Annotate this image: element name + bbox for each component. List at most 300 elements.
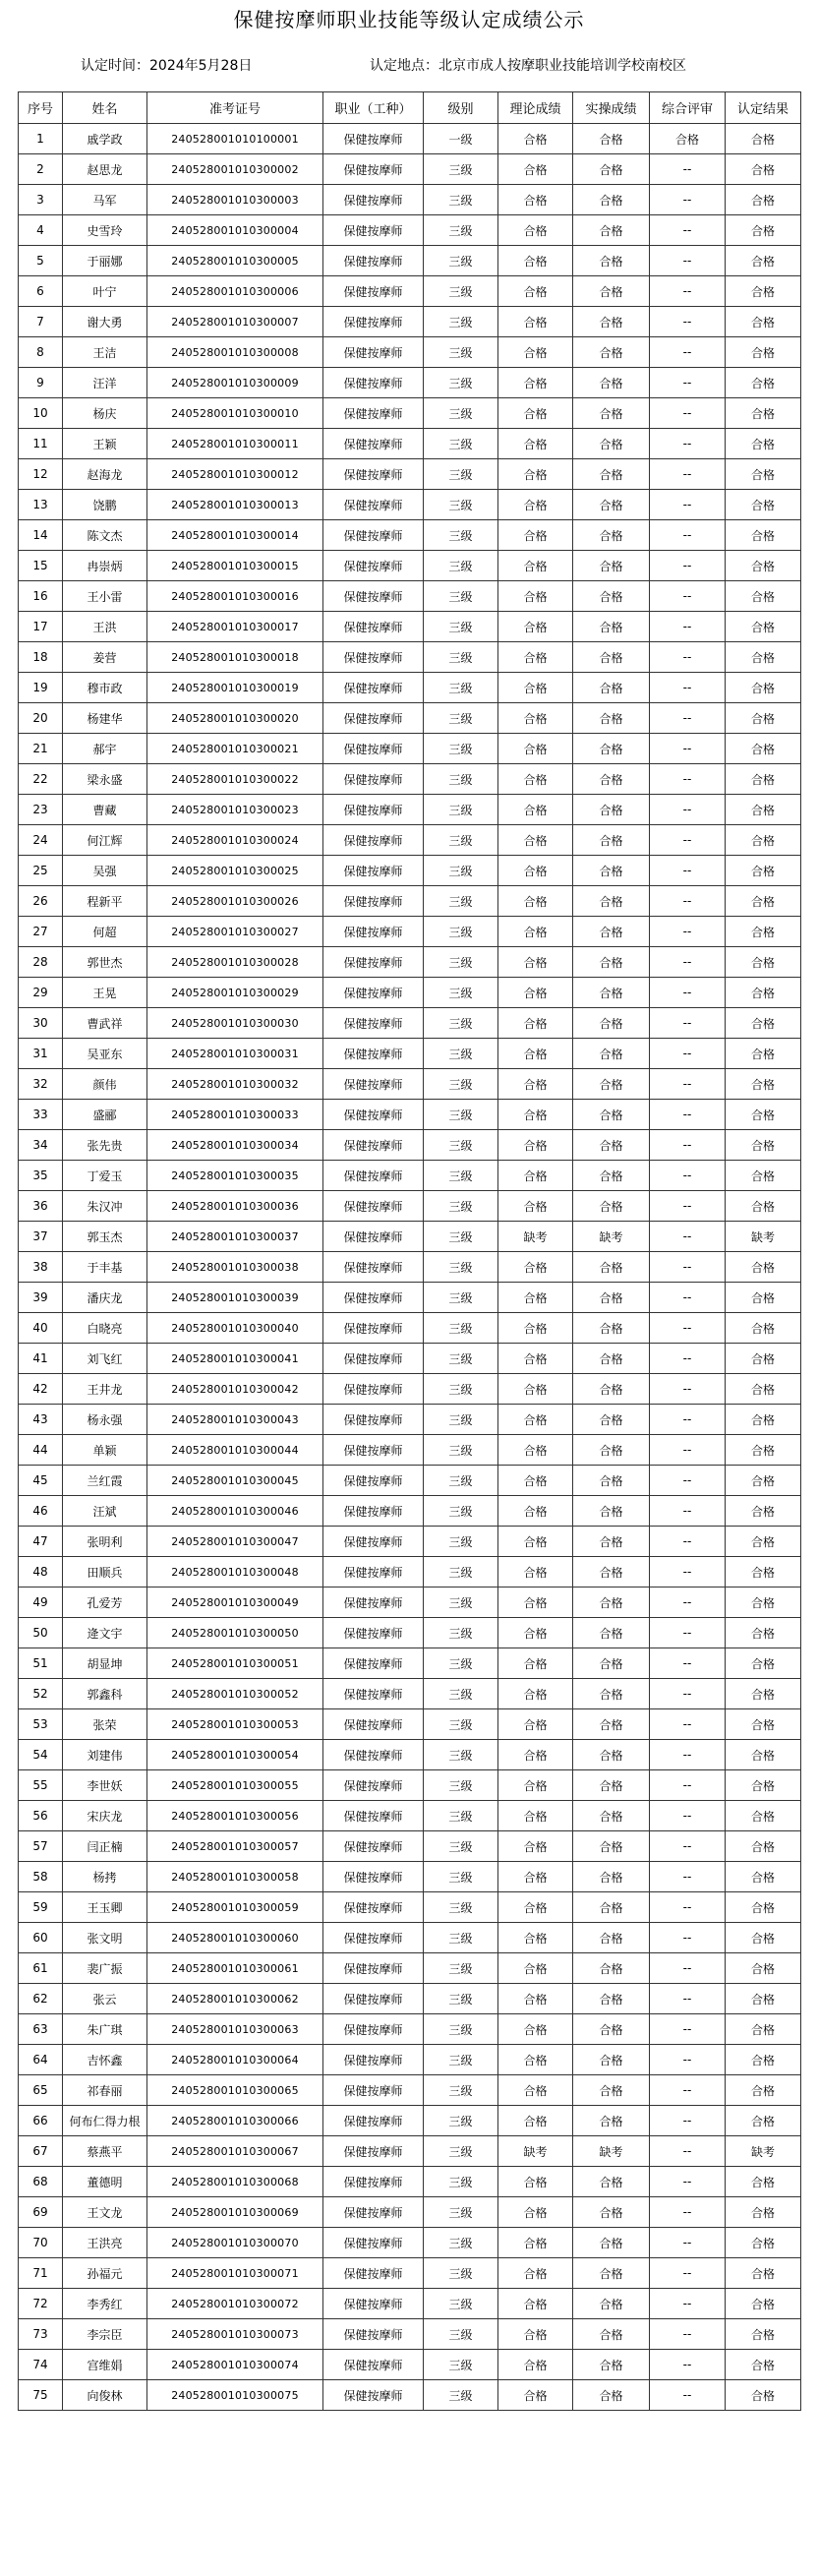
table-row [19,368,801,398]
cell-name: 王井龙 [63,1374,147,1405]
cell-level: 三级 [424,1923,498,1953]
cell-index: 39 [19,1283,63,1313]
cell-occupation: 保健按摩师 [323,2350,424,2380]
cell-theory-score: 合格 [498,581,573,612]
cell-theory-score: 合格 [498,337,573,368]
cell-ticket-number: 240528001010300030 [147,1008,323,1039]
cell-occupation: 保健按摩师 [323,825,424,856]
cell-ticket-number: 240528001010300070 [147,2228,323,2258]
table-row [19,490,801,520]
cell-index: 10 [19,398,63,429]
cell-level: 三级 [424,459,498,490]
cell-name: 郝宇 [63,734,147,764]
cell-result: 合格 [726,856,801,886]
cell-result: 合格 [726,1191,801,1222]
cell-ticket-number: 240528001010300067 [147,2136,323,2167]
cell-name: 孔爱芳 [63,1588,147,1618]
cell-occupation: 保健按摩师 [323,2319,424,2350]
cell-level: 三级 [424,1770,498,1801]
cell-occupation: 保健按摩师 [323,1831,424,1862]
table-row [19,2167,801,2197]
cell-name: 姜营 [63,642,147,673]
table-row [19,1527,801,1557]
cell-theory-score: 合格 [498,703,573,734]
cell-practical-score: 合格 [573,154,650,185]
cell-ticket-number: 240528001010300054 [147,1740,323,1770]
cell-result: 合格 [726,1405,801,1435]
cell-name: 宫维娟 [63,2350,147,2380]
cell-index: 57 [19,1831,63,1862]
cell-practical-score: 合格 [573,1557,650,1588]
cell-level: 三级 [424,1679,498,1709]
cell-occupation: 保健按摩师 [323,1283,424,1313]
cell-ticket-number: 240528001010300044 [147,1435,323,1466]
cell-level: 三级 [424,886,498,917]
cell-occupation: 保健按摩师 [323,276,424,307]
cell-result: 合格 [726,459,801,490]
cell-index: 25 [19,856,63,886]
cell-level: 三级 [424,398,498,429]
cell-name: 王颖 [63,429,147,459]
cell-comprehensive-review: -- [650,2045,726,2075]
table-row [19,429,801,459]
cell-occupation: 保健按摩师 [323,581,424,612]
cell-occupation: 保健按摩师 [323,1100,424,1130]
table-row [19,1557,801,1588]
cell-practical-score: 合格 [573,1008,650,1039]
cell-ticket-number: 240528001010300031 [147,1039,323,1069]
cell-name: 吴强 [63,856,147,886]
cell-index: 18 [19,642,63,673]
cell-comprehensive-review: -- [650,1953,726,1984]
cell-level: 三级 [424,1831,498,1862]
cell-theory-score: 合格 [498,2319,573,2350]
cell-ticket-number: 240528001010300063 [147,2014,323,2045]
cell-index: 71 [19,2258,63,2289]
cell-practical-score: 合格 [573,1892,650,1923]
cell-index: 75 [19,2380,63,2411]
cell-occupation: 保健按摩师 [323,856,424,886]
cell-level: 三级 [424,2167,498,2197]
cell-level: 三级 [424,2350,498,2380]
cell-level: 三级 [424,1984,498,2014]
cell-level: 三级 [424,1222,498,1252]
cell-name: 戚学政 [63,124,147,154]
cell-result: 合格 [726,337,801,368]
cell-index: 40 [19,1313,63,1344]
cell-level: 三级 [424,2289,498,2319]
cell-index: 41 [19,1344,63,1374]
cell-occupation: 保健按摩师 [323,1374,424,1405]
cell-ticket-number: 240528001010300038 [147,1252,323,1283]
cell-comprehensive-review: -- [650,1496,726,1527]
cell-theory-score: 合格 [498,1069,573,1100]
cell-theory-score: 合格 [498,2014,573,2045]
table-row [19,185,801,215]
cell-theory-score: 合格 [498,2075,573,2106]
cell-level: 三级 [424,1527,498,1557]
cell-theory-score: 合格 [498,642,573,673]
cell-level: 三级 [424,368,498,398]
cell-ticket-number: 240528001010300046 [147,1496,323,1527]
cell-index: 9 [19,368,63,398]
cell-ticket-number: 240528001010300007 [147,307,323,337]
cell-occupation: 保健按摩师 [323,2106,424,2136]
cell-result: 合格 [726,490,801,520]
cell-level: 三级 [424,185,498,215]
cell-practical-score: 合格 [573,215,650,246]
header-index: 序号 [19,92,63,124]
header-name: 姓名 [63,92,147,124]
cell-occupation: 保健按摩师 [323,215,424,246]
cell-occupation: 保健按摩师 [323,246,424,276]
cell-name: 张荣 [63,1709,147,1740]
cell-comprehensive-review: -- [650,886,726,917]
cell-occupation: 保健按摩师 [323,1496,424,1527]
cell-comprehensive-review: -- [650,1130,726,1161]
cell-index: 12 [19,459,63,490]
cell-result: 合格 [726,1039,801,1069]
cell-result: 合格 [726,2167,801,2197]
cell-level: 三级 [424,246,498,276]
cell-occupation: 保健按摩师 [323,1740,424,1770]
cell-practical-score: 合格 [573,1191,650,1222]
cell-index: 30 [19,1008,63,1039]
cell-ticket-number: 240528001010300059 [147,1892,323,1923]
cell-result: 合格 [726,1709,801,1740]
cell-result: 合格 [726,1435,801,1466]
cell-result: 合格 [726,185,801,215]
cell-practical-score: 合格 [573,1069,650,1100]
table-row [19,2045,801,2075]
cell-result: 合格 [726,429,801,459]
table-row [19,947,801,978]
table-row [19,1069,801,1100]
cell-name: 于丰基 [63,1252,147,1283]
cell-level: 三级 [424,2319,498,2350]
table-row [19,978,801,1008]
cell-theory-score: 合格 [498,1466,573,1496]
cell-occupation: 保健按摩师 [323,124,424,154]
cell-ticket-number: 240528001010300003 [147,185,323,215]
cell-ticket-number: 240528001010300006 [147,276,323,307]
cell-theory-score: 缺考 [498,1222,573,1252]
cell-occupation: 保健按摩师 [323,459,424,490]
cell-ticket-number: 240528001010300021 [147,734,323,764]
cell-practical-score: 合格 [573,398,650,429]
cell-ticket-number: 240528001010300020 [147,703,323,734]
cell-theory-score: 合格 [498,795,573,825]
cell-occupation: 保健按摩师 [323,612,424,642]
cell-ticket-number: 240528001010300009 [147,368,323,398]
cell-theory-score: 合格 [498,1100,573,1130]
cell-level: 三级 [424,764,498,795]
cell-level: 三级 [424,1953,498,1984]
header-result: 认定结果 [726,92,801,124]
cell-practical-score: 合格 [573,1374,650,1405]
cell-name: 曹藏 [63,795,147,825]
cell-name: 马军 [63,185,147,215]
cell-name: 杨拷 [63,1862,147,1892]
cell-theory-score: 合格 [498,276,573,307]
cell-index: 56 [19,1801,63,1831]
cell-name: 田顺兵 [63,1557,147,1588]
cell-ticket-number: 240528001010300074 [147,2350,323,2380]
cell-occupation: 保健按摩师 [323,1222,424,1252]
cell-index: 72 [19,2289,63,2319]
cell-index: 37 [19,1222,63,1252]
cell-comprehensive-review: -- [650,1862,726,1892]
cell-practical-score: 合格 [573,185,650,215]
cell-ticket-number: 240528001010300045 [147,1466,323,1496]
cell-comprehensive-review: -- [650,1435,726,1466]
cell-ticket-number: 240528001010300047 [147,1527,323,1557]
cell-result: 合格 [726,1984,801,2014]
table-row [19,2106,801,2136]
table-row [19,1984,801,2014]
cell-result: 合格 [726,886,801,917]
cell-level: 三级 [424,703,498,734]
table-row [19,581,801,612]
cell-practical-score: 合格 [573,947,650,978]
cell-occupation: 保健按摩师 [323,642,424,673]
cell-occupation: 保健按摩师 [323,551,424,581]
table-row [19,1831,801,1862]
cell-index: 3 [19,185,63,215]
cell-ticket-number: 240528001010300051 [147,1648,323,1679]
cell-ticket-number: 240528001010300018 [147,642,323,673]
cell-ticket-number: 240528001010300024 [147,825,323,856]
cell-comprehensive-review: -- [650,2319,726,2350]
cell-comprehensive-review: -- [650,551,726,581]
cell-index: 7 [19,307,63,337]
cell-name: 何布仁得力根 [63,2106,147,2136]
cell-index: 66 [19,2106,63,2136]
cell-ticket-number: 240528001010300012 [147,459,323,490]
cell-name: 赵海龙 [63,459,147,490]
cell-name: 白晓亮 [63,1313,147,1344]
cell-comprehensive-review: -- [650,337,726,368]
table-row [19,1618,801,1648]
cell-occupation: 保健按摩师 [323,1679,424,1709]
table-row [19,1801,801,1831]
cell-index: 28 [19,947,63,978]
cell-index: 20 [19,703,63,734]
cell-index: 45 [19,1466,63,1496]
cell-name: 裴广振 [63,1953,147,1984]
cell-index: 22 [19,764,63,795]
cell-practical-score: 合格 [573,368,650,398]
cell-ticket-number: 240528001010300071 [147,2258,323,2289]
cell-result: 合格 [726,1831,801,1862]
cell-name: 于丽娜 [63,246,147,276]
cell-level: 三级 [424,1405,498,1435]
cell-theory-score: 合格 [498,154,573,185]
cell-ticket-number: 240528001010300056 [147,1801,323,1831]
cell-name: 丁爱玉 [63,1161,147,1191]
document-title: 保健按摩师职业技能等级认定成绩公示 [233,8,585,31]
cell-name: 张先贵 [63,1130,147,1161]
cell-level: 三级 [424,1648,498,1679]
cell-ticket-number: 240528001010300042 [147,1374,323,1405]
cell-comprehensive-review: -- [650,368,726,398]
cell-practical-score: 合格 [573,1283,650,1313]
cell-result: 合格 [726,1008,801,1039]
cell-result: 合格 [726,368,801,398]
cell-practical-score: 合格 [573,2350,650,2380]
cell-comprehensive-review: -- [650,2380,726,2411]
cell-comprehensive-review: -- [650,703,726,734]
cell-result: 合格 [726,154,801,185]
cell-practical-score: 合格 [573,2197,650,2228]
cell-level: 三级 [424,520,498,551]
cell-level: 三级 [424,1344,498,1374]
cell-comprehensive-review: -- [650,1161,726,1191]
cell-comprehensive-review: -- [650,1252,726,1283]
cell-level: 三级 [424,795,498,825]
cell-level: 三级 [424,1161,498,1191]
cell-occupation: 保健按摩师 [323,398,424,429]
cell-name: 兰红霞 [63,1466,147,1496]
cell-comprehensive-review: -- [650,1069,726,1100]
header-row [19,92,801,124]
cell-theory-score: 合格 [498,1892,573,1923]
table-row [19,2289,801,2319]
cell-theory-score: 合格 [498,1283,573,1313]
cell-occupation: 保健按摩师 [323,490,424,520]
header-theory-score: 理论成绩 [498,92,573,124]
cell-theory-score: 合格 [498,1130,573,1161]
cell-comprehensive-review: -- [650,1679,726,1709]
cell-occupation: 保健按摩师 [323,185,424,215]
header-level: 级别 [424,92,498,124]
cell-index: 58 [19,1862,63,1892]
cell-result: 合格 [726,947,801,978]
table-row [19,1283,801,1313]
cell-result: 合格 [726,2075,801,2106]
table-row [19,1405,801,1435]
cell-comprehensive-review: -- [650,1008,726,1039]
cell-comprehensive-review: -- [650,307,726,337]
table-body [19,124,801,2411]
table-row [19,612,801,642]
cell-result: 合格 [726,2380,801,2411]
cell-comprehensive-review: -- [650,459,726,490]
cell-result: 合格 [726,2350,801,2380]
cell-ticket-number: 240528001010300040 [147,1313,323,1344]
cell-comprehensive-review: -- [650,856,726,886]
table-row [19,734,801,764]
cell-level: 三级 [424,1008,498,1039]
cell-theory-score: 合格 [498,1191,573,1222]
cell-index: 6 [19,276,63,307]
cell-name: 曹武祥 [63,1008,147,1039]
cell-result: 合格 [726,215,801,246]
cell-occupation: 保健按摩师 [323,2045,424,2075]
cell-result: 合格 [726,1801,801,1831]
cell-practical-score: 合格 [573,917,650,947]
cell-theory-score: 合格 [498,1770,573,1801]
cell-theory-score: 合格 [498,1618,573,1648]
cell-name: 何江辉 [63,825,147,856]
cell-comprehensive-review: -- [650,2258,726,2289]
cell-comprehensive-review: -- [650,1527,726,1557]
cell-comprehensive-review: -- [650,1466,726,1496]
cell-theory-score: 合格 [498,2258,573,2289]
cell-ticket-number: 240528001010100001 [147,124,323,154]
cell-comprehensive-review: -- [650,1618,726,1648]
cell-occupation: 保健按摩师 [323,2228,424,2258]
cell-theory-score: 合格 [498,246,573,276]
cell-level: 三级 [424,2136,498,2167]
cell-ticket-number: 240528001010300072 [147,2289,323,2319]
cell-result: 合格 [726,2258,801,2289]
cell-occupation: 保健按摩师 [323,673,424,703]
table-row [19,1039,801,1069]
cell-level: 三级 [424,1496,498,1527]
cell-index: 54 [19,1740,63,1770]
cell-occupation: 保健按摩师 [323,1191,424,1222]
cell-theory-score: 合格 [498,673,573,703]
cell-comprehensive-review: -- [650,215,726,246]
header-occupation: 职业（工种） [323,92,424,124]
cell-comprehensive-review: -- [650,764,726,795]
cell-comprehensive-review: -- [650,2136,726,2167]
cell-theory-score: 合格 [498,917,573,947]
cell-comprehensive-review: -- [650,642,726,673]
cell-practical-score: 合格 [573,520,650,551]
cell-practical-score: 合格 [573,2167,650,2197]
cell-practical-score: 合格 [573,2319,650,2350]
cell-result: 合格 [726,673,801,703]
cell-level: 三级 [424,429,498,459]
cell-index: 13 [19,490,63,520]
cell-comprehensive-review: -- [650,1588,726,1618]
cell-theory-score: 合格 [498,978,573,1008]
cell-name: 史雪玲 [63,215,147,246]
cell-result: 合格 [726,1496,801,1527]
cell-result: 缺考 [726,2136,801,2167]
cell-ticket-number: 240528001010300043 [147,1405,323,1435]
cell-occupation: 保健按摩师 [323,978,424,1008]
table-row [19,1435,801,1466]
cell-comprehensive-review: -- [650,429,726,459]
cell-index: 42 [19,1374,63,1405]
cell-theory-score: 合格 [498,1435,573,1466]
cell-level: 三级 [424,856,498,886]
cell-ticket-number: 240528001010300002 [147,154,323,185]
table-row [19,2380,801,2411]
cell-theory-score: 合格 [498,551,573,581]
cell-comprehensive-review: -- [650,1191,726,1222]
cell-ticket-number: 240528001010300034 [147,1130,323,1161]
cell-name: 杨建华 [63,703,147,734]
cell-occupation: 保健按摩师 [323,1770,424,1801]
cell-name: 张文明 [63,1923,147,1953]
cell-practical-score: 合格 [573,2228,650,2258]
cell-comprehensive-review: -- [650,1313,726,1344]
cell-name: 向俊林 [63,2380,147,2411]
cell-result: 合格 [726,276,801,307]
cell-level: 三级 [424,1588,498,1618]
cell-occupation: 保健按摩师 [323,1588,424,1618]
cell-result: 合格 [726,978,801,1008]
cell-name: 王晃 [63,978,147,1008]
cell-name: 谢大勇 [63,307,147,337]
cell-result: 合格 [726,1283,801,1313]
cell-comprehensive-review: -- [650,154,726,185]
table-row [19,1740,801,1770]
